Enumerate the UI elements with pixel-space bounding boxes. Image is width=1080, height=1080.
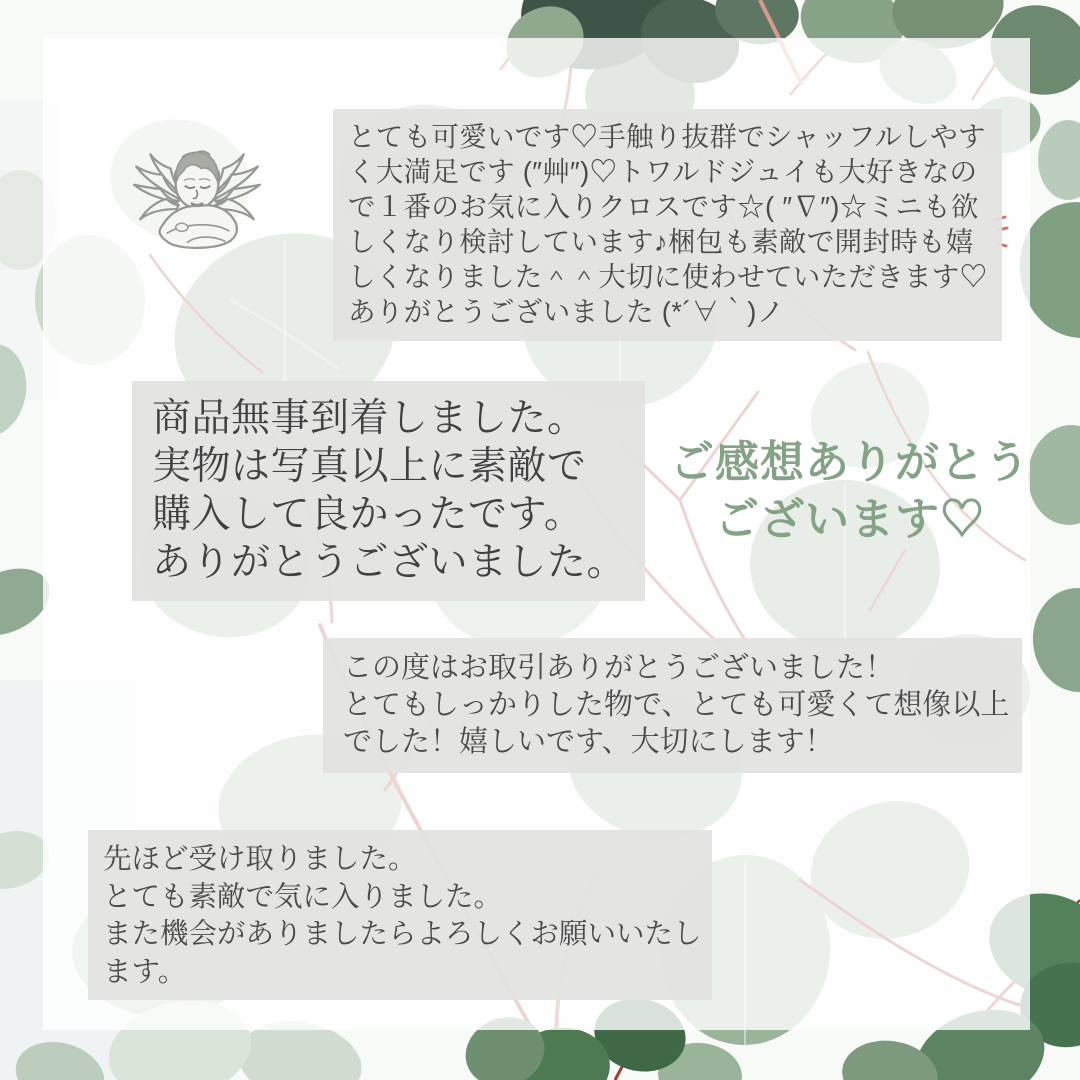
thanks-heading-line-1: ご感想ありがとう [670,438,1030,487]
review-1-line-5: しくなりました＾＾大切に使わせていただきます♡ [348,261,988,292]
review-4-line-3: また機会がありましたらよろしくお願いいたし [103,918,702,950]
review-4-line-4: ます。 [103,955,187,988]
review-card-2 [132,381,645,601]
review-1-line-6: ありがとうございました (*´∀｀)ノ [348,296,785,327]
review-4-line-2: とても素敵で気に入りました。 [103,880,503,913]
review-2-line-3: 購入して良かったです。 [152,493,584,536]
review-card-4 [88,830,712,1000]
thanks-heading [650,434,1050,548]
review-2-line-1: 商品無事到着しました。 [152,397,587,440]
review-1-line-2: く大満足です (″艸″)♡トワルドジュイも大好きなの [348,156,978,187]
review-card-1 [333,109,1002,341]
review-1-line-3: で１番のお気に入りクロスです☆( ″∇″)☆ミニも欲 [348,191,979,222]
review-2-line-2: 実物は写真以上に素敵で [152,445,587,488]
review-1-line-4: しくなり検討しています♪梱包も素敵で開封時も嬉 [348,226,974,257]
review-1-line-1: とても可愛いです♡手触り抜群でシャッフルしやす [348,121,986,152]
cherub-angel-icon [126,143,268,265]
thanks-heading-line-2: ございます♡ [715,495,985,544]
review-3-line-2: とてもしっかりした物で、とても可愛くて想像以上 [343,689,1010,721]
review-2-line-4: ありがとうございました。 [152,541,627,584]
review-3-line-3: でした！嬉しいです、大切にします！ [343,726,834,758]
review-3-line-1: この度はお取引ありがとうございました！ [343,652,895,684]
review-card-3 [323,638,1022,773]
review-4-line-1: 先ほど受け取りました。 [103,843,417,875]
